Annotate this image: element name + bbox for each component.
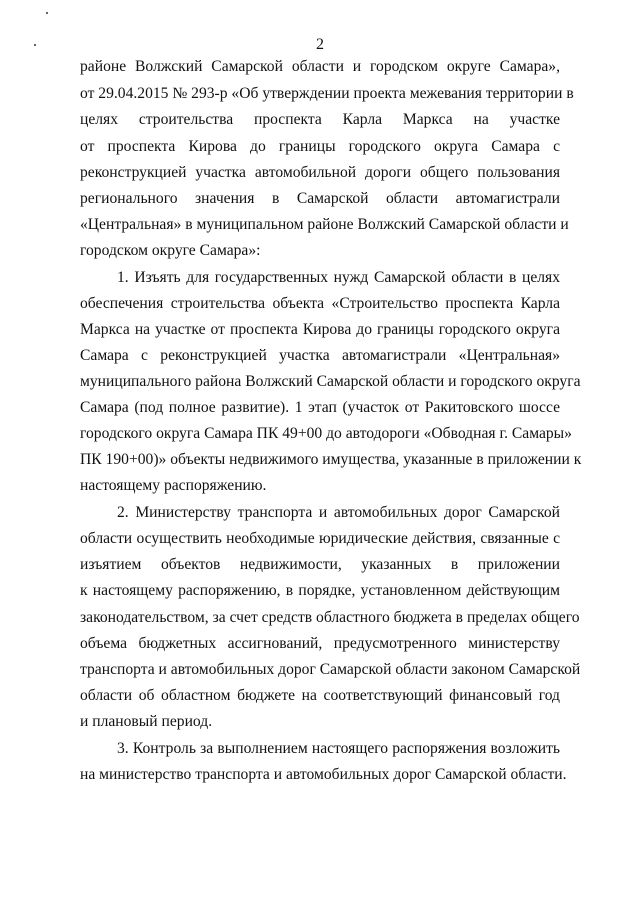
text-line: законодательством, за счет средств областного бюджета в пределах общего — [80, 609, 580, 626]
text-line: от проспекта Кирова до границы городского округа Самара с — [80, 138, 560, 155]
text-line: ПК 190+00)» объекты недвижимого имущества, указанные в приложении к — [80, 451, 582, 468]
text-line: муниципального района Волжский Самарской области и городского округа — [80, 373, 581, 390]
paragraph-3-start: 3. Контроль за выполнением настоящего распоряжения возложить — [117, 740, 560, 757]
text-line: Маркса на участке от проспекта Кирова до границы городского округа — [80, 321, 560, 338]
text-line: городского округа Самара ПК 49+00 до автодороги «Обводная г. Самары» — [80, 425, 572, 442]
text-line: реконструкцией участка автомобильной дороги общего пользования — [80, 164, 560, 181]
text-line: области об областном бюджете на соответствующий финансовый год — [80, 687, 560, 704]
text-line: и плановый период. — [80, 713, 213, 730]
text-line: к настоящему распоряжению, в порядке, установленном действующим — [80, 582, 560, 599]
text-line: «Центральная» в муниципальном районе Волжский Самарской области и — [80, 216, 569, 233]
text-line: объема бюджетных ассигнований, предусмотренного министерству — [80, 635, 560, 652]
text-line: регионального значения в Самарской области автомагистрали — [80, 190, 560, 207]
text-line: транспорта и автомобильных дорог Самарской области законом Самарской — [80, 661, 581, 678]
text-line: районе Волжский Самарской области и городском округе Самара», — [80, 58, 560, 75]
text-line: от 29.04.2015 № 293-р «Об утверждении проекта межевания территории в — [80, 85, 574, 102]
text-line: обеспечения строительства объекта «Строительство проспекта Карла — [80, 295, 560, 312]
text-line: изъятием объектов недвижимости, указанных в приложении — [80, 556, 560, 573]
text-line: Самара (под полное развитие). 1 этап (участок от Ракитовского шоссе — [80, 399, 560, 416]
text-line: целях строительства проспекта Карла Маркса на участке — [80, 111, 560, 128]
text-line: Самара с реконструкцией участка автомагистрали «Центральная» — [80, 347, 560, 364]
paragraph-1-start: 1. Изъять для государственных нужд Самарской области в целях — [117, 269, 560, 286]
text-line: области осуществить необходимые юридические действия, связанные с — [80, 530, 560, 547]
page-number: 2 — [316, 36, 324, 53]
scan-speck — [46, 12, 48, 14]
paragraph-2-start: 2. Министерству транспорта и автомобильных дорог Самарской — [117, 504, 560, 521]
text-line: настоящему распоряжению. — [80, 477, 267, 494]
text-line: на министерство транспорта и автомобильных дорог Самарской области. — [80, 766, 567, 783]
text-line: городском округе Самара»: — [80, 242, 261, 259]
